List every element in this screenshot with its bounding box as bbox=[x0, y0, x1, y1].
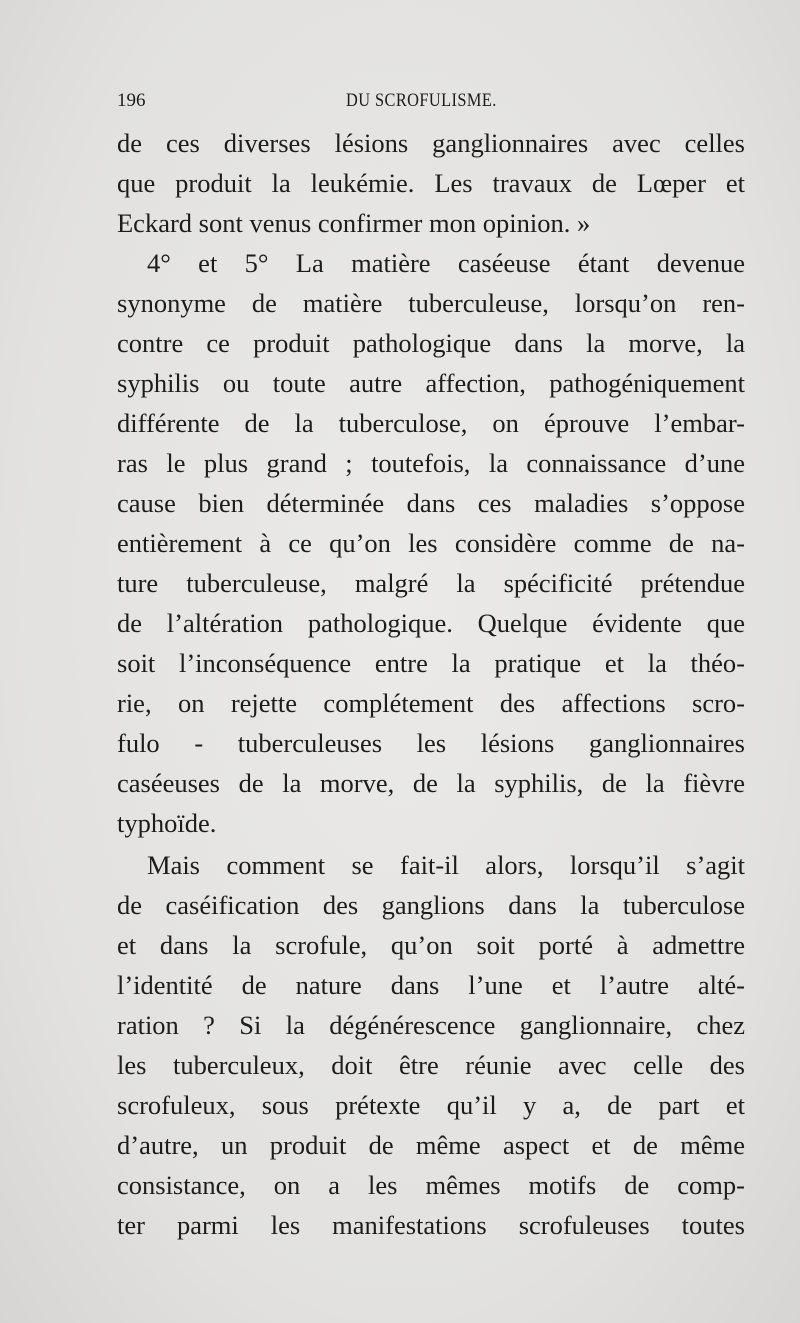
text-line: ter parmi les manifestations scrofuleuses toutes bbox=[117, 1210, 745, 1240]
text-line: différente de la tuberculose, on éprouve l’embar- bbox=[117, 408, 745, 438]
text-line: ras le plus grand ; toutefois, la connaissance d’une bbox=[117, 448, 745, 478]
text-line: fulo - tuberculeuses les lésions ganglionnaires bbox=[117, 728, 745, 758]
running-title: DU SCROFULISME. bbox=[346, 90, 497, 111]
text-line: de l’altération pathologique. Quelque évidente que bbox=[117, 608, 745, 638]
text-line: caséeuses de la morve, de la syphilis, de la fièvre bbox=[117, 768, 745, 798]
text-line: l’identité de nature dans l’une et l’autre alté- bbox=[117, 970, 745, 1000]
text-line: ture tuberculeuse, malgré la spécificité prétendue bbox=[117, 568, 745, 598]
text-line: ration ? Si la dégénérescence ganglionnaire, chez bbox=[117, 1010, 745, 1040]
text-line: les tuberculeux, doit être réunie avec celle des bbox=[117, 1050, 745, 1080]
page-number: 196 bbox=[117, 90, 146, 111]
text-line: soit l’inconséquence entre la pratique et la théo- bbox=[117, 648, 745, 678]
text-line: 4° et 5° La matière caséeuse étant devenue bbox=[147, 248, 745, 278]
text-line: Mais comment se fait-il alors, lorsqu’il s’agit bbox=[147, 850, 745, 880]
text-line: rie, on rejette complétement des affections scro- bbox=[117, 688, 745, 718]
text-line: contre ce produit pathologique dans la morve, la bbox=[117, 328, 745, 358]
text-line: entièrement à ce qu’on les considère comme de na- bbox=[117, 528, 745, 558]
text-line: et dans la scrofule, qu’on soit porté à admettre bbox=[117, 930, 745, 960]
text-line: syphilis ou toute autre affection, pathogéniquement bbox=[117, 368, 745, 398]
text-line: synonyme de matière tuberculeuse, lorsqu’on ren- bbox=[117, 288, 745, 318]
text-line: Eckard sont venus confirmer mon opinion. » bbox=[117, 208, 591, 238]
text-line: typhoïde. bbox=[117, 808, 217, 838]
text-line: d’autre, un produit de même aspect et de même bbox=[117, 1130, 745, 1160]
text-line: scrofuleux, sous prétexte qu’il y a, de part et bbox=[117, 1090, 745, 1120]
text-line: que produit la leukémie. Les travaux de Lœper et bbox=[117, 168, 745, 198]
text-line: consistance, on a les mêmes motifs de comp- bbox=[117, 1170, 745, 1200]
text-line: cause bien déterminée dans ces maladies s’oppose bbox=[117, 488, 745, 518]
body-text bbox=[117, 123, 745, 1245]
text-line: de ces diverses lésions ganglionnaires avec celles bbox=[117, 128, 745, 158]
text-line: de caséification des ganglions dans la tuberculose bbox=[117, 890, 745, 920]
page-header bbox=[117, 86, 617, 116]
